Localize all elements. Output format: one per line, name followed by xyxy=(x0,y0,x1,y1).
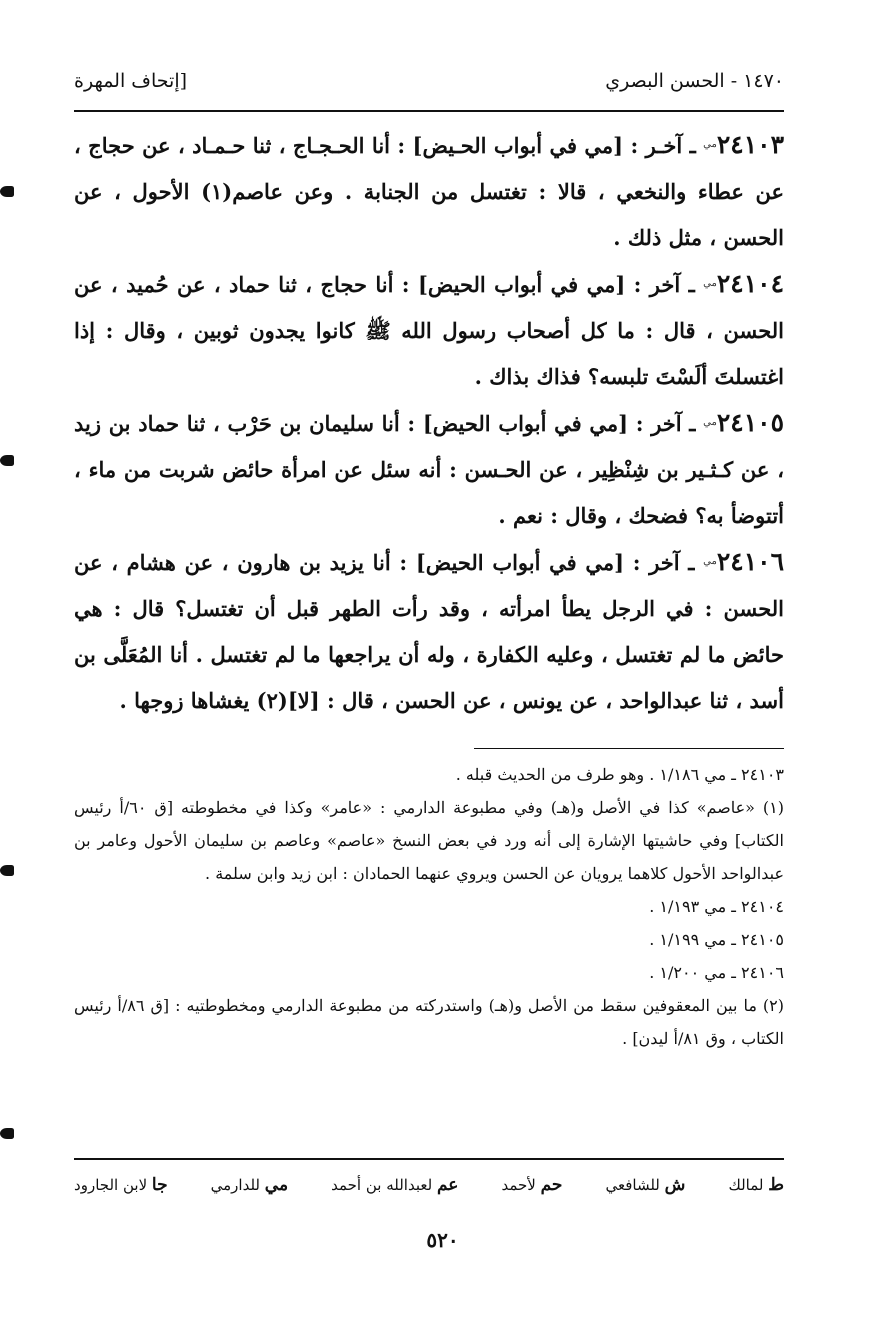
chapter-title: ١٤٧٠ - الحسن البصري xyxy=(605,70,784,92)
legend-desc: لعبدالله بن أحمد xyxy=(331,1176,433,1194)
page-number: ٥٢٠ xyxy=(426,1228,459,1252)
legend-desc: لمالك xyxy=(728,1176,764,1194)
footnote: ٢٤١٠٦ ـ مي ١/٢٠٠ . xyxy=(649,963,784,982)
legend-item xyxy=(74,1170,168,1200)
running-header xyxy=(74,64,784,98)
entry-number: ٢٤١٠٣ xyxy=(716,130,784,159)
footnote: ٢٤١٠٤ ـ مي ١/١٩٣ . xyxy=(649,897,784,916)
hadith-entry xyxy=(74,261,784,400)
legend-rule xyxy=(74,1158,784,1160)
legend-abbr: ش xyxy=(664,1175,686,1195)
source-mark: مي xyxy=(703,417,717,428)
legend-abbr: جا xyxy=(151,1175,168,1195)
header-rule xyxy=(74,110,784,112)
source-mark: مي xyxy=(703,139,717,150)
scan-mark xyxy=(0,865,14,876)
legend-item xyxy=(211,1170,288,1200)
footnote: ٢٤١٠٣ ـ مي ١/١٨٦ . وهو طرف من الحديث قبله . xyxy=(455,765,784,784)
footnotes xyxy=(74,758,784,1055)
legend-desc: لابن الجارود xyxy=(74,1176,148,1194)
entry-text: ـ آخـر : [مي في أبواب الحـيض] : أنا الحـجـاج ، ثنا حـمـاد ، عن حجاج ، عن عطاء والنخعي ، قالا : تغتسل من الجنابة . وعن عاصم(١) الأحول ، عن الحسن ، مثل ذلك . xyxy=(74,133,785,250)
hadith-entry xyxy=(74,122,784,261)
legend-item xyxy=(331,1170,458,1200)
abbreviation-legend xyxy=(74,1170,784,1200)
legend-item xyxy=(501,1170,562,1200)
legend-abbr: حم xyxy=(540,1175,563,1195)
entry-number: ٢٤١٠٤ xyxy=(716,269,784,298)
legend-item xyxy=(605,1170,685,1200)
legend-desc: للدارمي xyxy=(210,1176,260,1194)
legend-item xyxy=(728,1170,784,1200)
main-text xyxy=(74,122,784,724)
entry-text: ـ آخر : [مي في أبواب الحيض] : أنا حجاج ، ثنا حماد ، عن حُميد ، عن الحسن ، قال : ما كل أصحاب رسول الله ﷺ كانوا يجدون ثوبين ، وقال : إذا اغتسلتَ ألَسْتَ تلبسه؟ فذاك بذاك . xyxy=(74,272,784,389)
scan-mark xyxy=(0,186,14,197)
entry-text: ـ آخر : [مي في أبواب الحيض] : أنا سليمان بن حَرْب ، ثنا حماد بن زيد ، عن كـثـير بن شِنْظِير ، عن الحـسن : أنه سئل عن امرأة حائض شربت من ماء ، أتتوضأ به؟ فضحك ، وقال : نعم . xyxy=(74,411,784,528)
book-title: [إتحاف المهرة xyxy=(74,70,188,92)
source-mark: مي xyxy=(703,278,717,289)
entry-text: ـ آخر : [مي في أبواب الحيض] : أنا يزيد بن هارون ، عن هشام ، عن الحسن : في الرجل يطأ امرأته ، وقد رأت الطهر قبل أن تغتسل؟ قال : هي حائض ما لم تغتسل ، وعليه الكفارة ، وله أن يراجعها ما لم تغتسل . أنا المُعَلَّى بن أسد ، ثنا عبدالواحد ، عن يونس ، عن الحسن ، قال : [لا](٢) يغشاها زوجها . xyxy=(74,550,784,713)
entry-number: ٢٤١٠٥ xyxy=(716,408,784,437)
scan-mark xyxy=(0,1128,14,1139)
scan-mark xyxy=(0,455,14,466)
legend-desc: لأحمد xyxy=(501,1176,536,1194)
legend-desc: للشافعي xyxy=(605,1176,660,1194)
footnote: (٢) ما بين المعقوفين سقط من الأصل و(هـ) واستدركته من مطبوعة الدارمي ومخطوطتيه : [ق ٨٦/أ رئيس الكتاب ، وق ٨١/أ ليدن] . xyxy=(74,996,785,1048)
footnote: ٢٤١٠٥ ـ مي ١/١٩٩ . xyxy=(649,930,784,949)
legend-abbr: مي xyxy=(264,1175,289,1195)
hadith-entry xyxy=(74,539,784,724)
legend-abbr: ط xyxy=(768,1175,784,1195)
footnote-separator xyxy=(474,748,784,749)
entry-number: ٢٤١٠٦ xyxy=(716,547,784,576)
source-mark: مي xyxy=(703,556,717,567)
legend-abbr: عم xyxy=(436,1175,459,1195)
footnote: (١) «عاصم» كذا في الأصل و(هـ) وفي مطبوعة الدارمي : «عامر» وكذا في مخطوطته [ق ٦٠/أ رئيس الكتاب] وفي حاشيتها الإشارة إلى أنه ورد في بعض النسخ «عاصم» وعاصم بن سليمان الأحول وعامر بن عبدالواحد الأحول كلاهما يرويان عن الحسن ويروي عنهما الحمادان : ابن زيد وابن سلمة . xyxy=(74,798,785,883)
hadith-entry xyxy=(74,400,784,539)
